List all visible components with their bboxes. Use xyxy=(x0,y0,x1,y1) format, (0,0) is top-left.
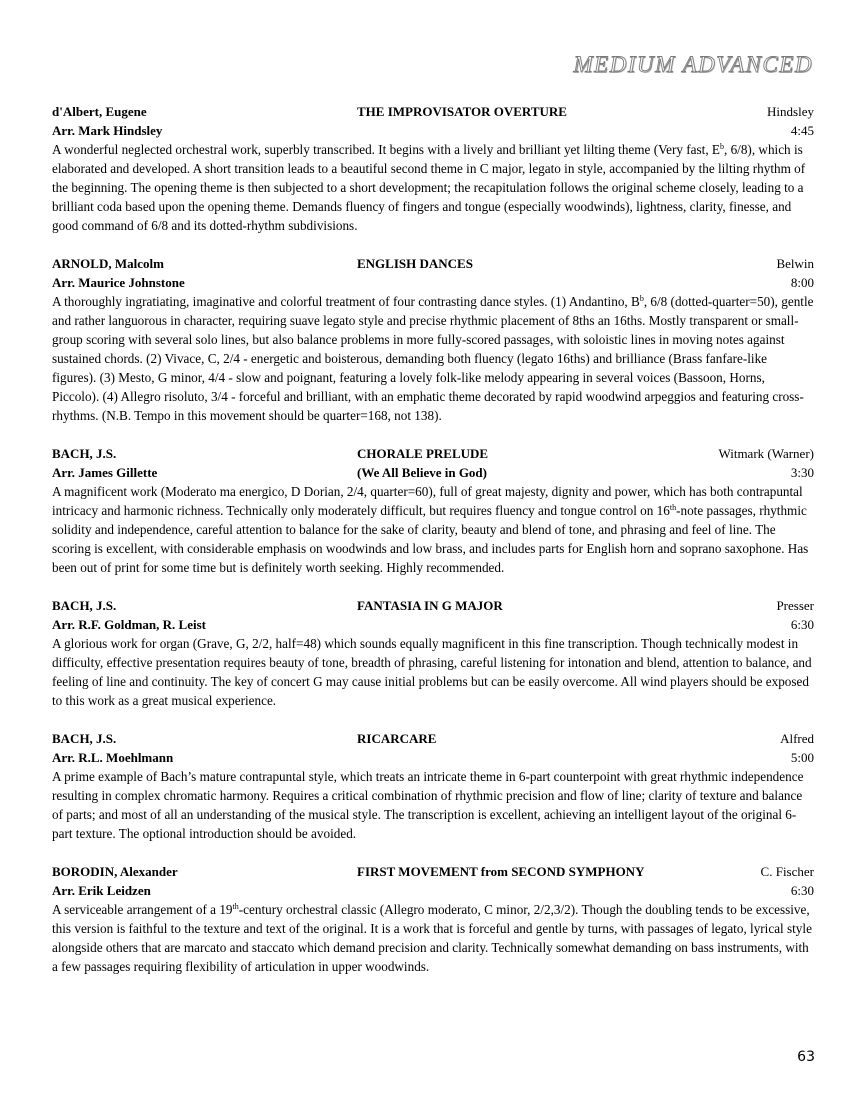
work-title: THE IMPROVISATOR OVERTURE xyxy=(357,104,567,119)
publisher: Alfred xyxy=(780,731,814,746)
superscript: b xyxy=(719,142,724,151)
duration: 3:30 xyxy=(790,465,814,480)
description: A magnificent work (Moderato ma energico, D Dorian, 2/4, quarter=60), full of great majesty, dignity and power, which has both contrapuntal intricacy and harmonic richness. Technically only moderately difficult, but requires fluency and tongue control on 16th-note passages, rhythmic solidity and independence, careful attention to balance for the sake of clarity, beauty and blend of tone, and phrasing and feel of line. The scoring is excellent, with considerable emphasis on woodwinds and low brass, and includes parts for English horn and soprano saxophone. Has been out of print for some time but is definitely worth seeking. Highly recommended. xyxy=(52,484,809,575)
entry-list xyxy=(52,102,814,995)
entry-header-row xyxy=(52,444,814,463)
arranger: Arr. Erik Leidzen xyxy=(52,883,151,898)
entry-arranger-row xyxy=(52,748,814,767)
superscript: b xyxy=(639,294,644,303)
entry-improvisator-overture xyxy=(52,102,814,235)
duration: 8:00 xyxy=(790,275,814,290)
entry-arranger-row xyxy=(52,881,814,900)
duration: 6:30 xyxy=(790,617,814,632)
entry-ricarcare xyxy=(52,729,814,843)
page-header xyxy=(574,52,813,78)
page-number: 63 xyxy=(797,1049,815,1065)
composer: ARNOLD, Malcolm xyxy=(52,256,164,271)
work-title: ENGLISH DANCES xyxy=(357,256,473,271)
publisher: Belwin xyxy=(776,256,814,271)
composer: BACH, J.S. xyxy=(52,731,117,746)
description: A thoroughly ingratiating, imaginative and colorful treatment of four contrasting dance styles. (1) Andantino, $B^b$, 6/8 (dotted-quarter=50), gentle and rather languorous in character, requiring suave legato style and precise rhythmic placement of 8ths an 16ths. Mostly transparent or small-group scoring with several solo lines, but also balance problems in more fully-scored passages, with soloistic lines in moving notes against sustained chords. (2) Vivace, C, 2/4 - energetic and boisterous, demanding both fluency (legato 16ths) and brilliance (Brass fanfare-like figures). (3) Mesto, G minor, 4/4 - slow and poignant, featuring a lovely folk-like melody appearing in several voices (Bassoon, Horns, Piccolo). (4) Allegro risoluto, 3/4 - forceful and brilliant, with an emphatic theme decorated by rapid woodwind arpeggios and featuring cross-rhythms. (N.B. Tempo in this movement should be quarter=168, not 138). xyxy=(52,294,814,423)
publisher: Presser xyxy=(776,598,814,613)
publisher: Witmark (Warner) xyxy=(718,446,814,461)
entry-chorale-prelude xyxy=(52,444,814,577)
arranger: Arr. James Gillette xyxy=(52,465,158,480)
composer: BORODIN, Alexander xyxy=(52,864,178,879)
work-title: CHORALE PRELUDE xyxy=(357,446,489,461)
section-title: MEDIUM ADVANCED xyxy=(573,52,813,77)
superscript: th xyxy=(232,902,239,911)
arranger: Arr. R.L. Moehlmann xyxy=(52,750,174,765)
composer: BACH, J.S. xyxy=(52,446,117,461)
work-title: FANTASIA IN G MAJOR xyxy=(357,598,503,613)
entry-header-row xyxy=(52,862,814,881)
superscript: th xyxy=(669,503,677,512)
publisher: Hindsley xyxy=(767,104,814,119)
entry-arranger-row xyxy=(52,615,814,634)
entry-header-row xyxy=(52,729,814,748)
description: A serviceable arrangement of a 19th-century orchestral classic (Allegro moderato, C minor, 2/2,3/2). Though the doubling tends to be excessive, this version is faithful to the texture and text of the original. It is a work that is forceful and gentle by turns, with passages of legato, lyrical style alongside others that are marcato and staccato which demand precision and clarity. Technically somewhat demanding on bass instruments, with a few passages requiring flexibility of articulation in upper woodwinds. xyxy=(52,902,812,974)
entry-arranger-row xyxy=(52,463,814,482)
entry-header-row xyxy=(52,254,814,273)
arranger: Arr. R.F. Goldman, R. Leist xyxy=(52,617,206,632)
entry-header-row xyxy=(52,596,814,615)
arranger: Arr. Maurice Johnstone xyxy=(52,275,185,290)
entry-arranger-row xyxy=(52,121,814,140)
entry-header-row xyxy=(52,102,814,121)
duration: 4:45 xyxy=(790,123,814,138)
work-title: FIRST MOVEMENT from SECOND SYMPHONY xyxy=(357,864,645,879)
entry-first-movement-second-symphony xyxy=(52,862,814,976)
publisher: C. Fischer xyxy=(760,864,814,879)
description: A wonderful neglected orchestral work, superbly transcribed. It begins with a lively and brilliant yet lilting theme (Very fast, $E^b$, 6/8), which is elaborated and developed. A short transition leads to a beautiful second theme in C major, legato in style, accompanied by the lilting rhythm of the beginning. The opening theme is then subjected to a short development; the recapitulation follows the original scheme closely, leading to a brilliant coda based upon the opening theme. Demands fluency of fingers and tongue (especially woodwinds), lightness, clarity, finesse, and good command of 6/8 and its dotted-rhythm subdivisions. xyxy=(52,142,806,233)
duration: 6:30 xyxy=(790,883,814,898)
composer: d'Albert, Eugene xyxy=(52,104,147,119)
arranger: Arr. Mark Hindsley xyxy=(52,123,163,138)
work-title: RICARCARE xyxy=(357,731,437,746)
duration: 5:00 xyxy=(790,750,814,765)
description: A prime example of Bach’s mature contrapuntal style, which treats an intricate theme in 6-part counterpoint with great rhythmic independence resulting in complex chromatic harmony. Requires a critical combination of rhythmic precision and flow of line; clarity of texture and balance of parts; and most of all an understanding of the musical style. The transcription is excellent, achieving an intelligent layout of the original 6-part texture. The optional introduction should be avoided. xyxy=(52,769,804,841)
entry-english-dances xyxy=(52,254,814,425)
entry-fantasia-in-g-major xyxy=(52,596,814,710)
description: A glorious work for organ (Grave, G, 2/2, half=48) which sounds equally magnificent in this fine transcription. Though technically modest in difficulty, effective presentation requires beauty of tone, breadth of phrasing, careful listening for intonation and blend, attention to balance, and feeling of line and continuity. The key of concert G may cause initial problems but can be easily overcome. All wind players should be exposed to this work as a great musical experience. xyxy=(52,636,812,708)
entry-arranger-row xyxy=(52,273,814,292)
composer: BACH, J.S. xyxy=(52,598,117,613)
work-subtitle: (We All Believe in God) xyxy=(357,465,487,480)
